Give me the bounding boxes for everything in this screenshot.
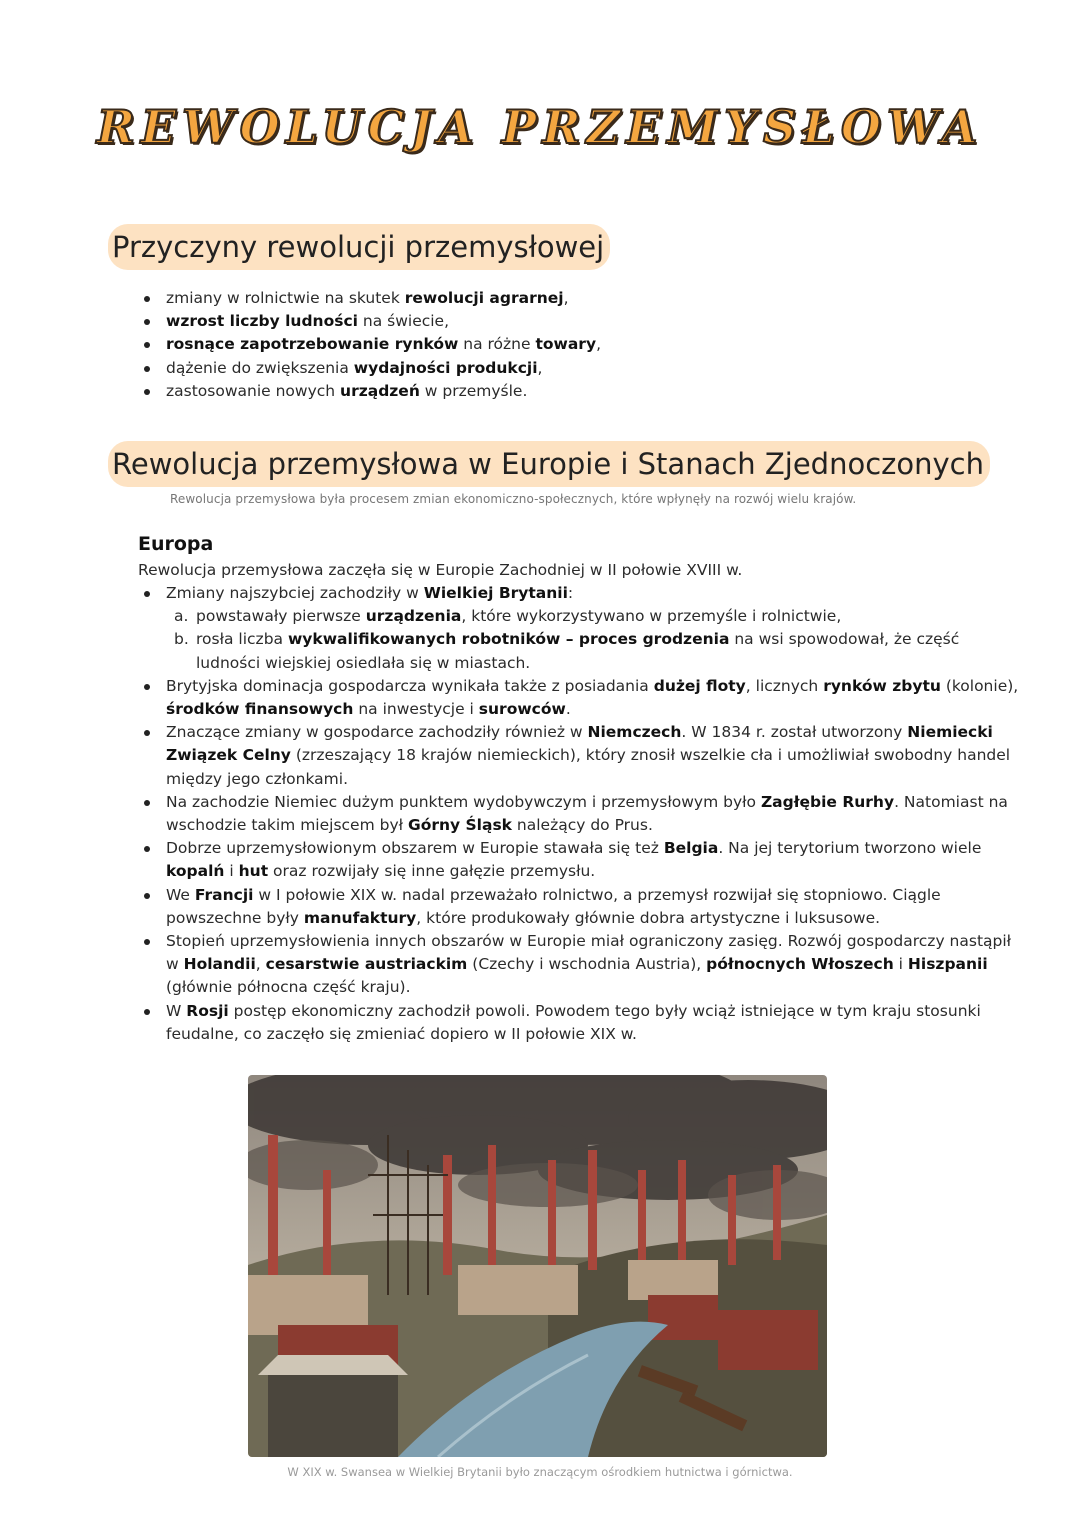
sublist-item: b. rosła liczba wykwalifikowanych robotników – proces grodzenia na wsi spowodował, że część ludności wiejskiej osiedlała się w miastach. [174, 630, 960, 672]
europe-lead-text: Rewolucja przemysłowa zaczęła się w Europie Zachodniej w II połowie XVIII w. [138, 561, 743, 579]
list-item: Znaczące zmiany w gospodarce zachodziły również w Niemczech. W 1834 r. został utworzony Niemiecki Związek Celny (zrzeszający 18 krajów niemieckich), który znosił wszelkie cła i umożliwiał swobodny handel między jego członkami. [140, 721, 1020, 791]
list-item: Dobrze uprzemysłowionym obszarem w Europie stawała się też Belgia. Na jej terytorium tworzono wiele kopalń i hut oraz rozwijały się inne gałęzie przemysłu. [140, 837, 1020, 883]
list-item: Zmiany najszybciej zachodziły w Wielkiej Brytanii: a. powstawały pierwsze urządzenia, które wykorzystywano w przemyśle i rolnictwie, b. rosła liczba wykwalifikowanych robotników – proces grodzenia na wsi spowodował, że część ludności wiejskiej osiedlała się w miastach. [140, 582, 1020, 675]
list-item: Stopień uprzemysłowienia innych obszarów w Europie miał ograniczony zasięg. Rozwój gospodarczy nastąpił w Holandii, cesarstwie austriackim (Czechy i wschodnia Austria), północnych Włoszech i Hiszpanii (głównie północna część kraju). [140, 930, 1020, 1000]
list-item: rosnące zapotrzebowanie rynków na różne towary, [140, 333, 1020, 356]
subheading-europe: Europa [138, 533, 214, 555]
europe-list [140, 582, 1020, 1046]
illustration-svg [248, 1075, 827, 1457]
section-heading-causes: Przyczyny rewolucji przemysłowej [108, 224, 610, 270]
sublist [166, 605, 1020, 675]
industrial-swansea-illustration [248, 1075, 827, 1457]
figure-caption: W XIX w. Swansea w Wielkiej Brytanii było znaczącym ośrodkiem hutnictwa i górnictwa. [287, 1465, 793, 1479]
list-item: zastosowanie nowych urządzeń w przemyśle. [140, 380, 1020, 403]
list-item: zmiany w rolnictwie na skutek rewolucji agrarnej, [140, 287, 1020, 310]
section-heading-europe-us: Rewolucja przemysłowa w Europie i Stanach Zjednoczonych [108, 441, 990, 487]
list-item: dążenie do zwiększenia wydajności produkcji, [140, 357, 1020, 380]
sublist-item: a. powstawały pierwsze urządzenia, które wykorzystywano w przemyśle i rolnictwie, [174, 607, 842, 626]
list-item: Brytyjska dominacja gospodarcza wynikała także z posiadania dużej floty, licznych rynków zbytu (kolonie), środków finansowych na inwestycje i surowców. [140, 675, 1020, 721]
list-item: W Rosji postęp ekonomiczny zachodził powoli. Powodem tego były wciąż istniejące w tym kraju stosunki feudalne, co zaczęło się zmieniać dopiero w II połowie XIX w. [140, 1000, 1020, 1046]
causes-list [140, 287, 1020, 403]
section-intro: Rewolucja przemysłowa była procesem zmian ekonomiczno-społecznych, które wpłynęły na rozwój wielu krajów. [170, 492, 857, 506]
list-item: wzrost liczby ludności na świecie, [140, 310, 1020, 333]
list-item: Na zachodzie Niemiec dużym punktem wydobywczym i przemysłowym było Zagłębie Rurhy. Natomiast na wschodzie takim miejscem był Górny Śląsk należący do Prus. [140, 791, 1020, 837]
list-item: We Francji w I połowie XIX w. nadal przeważało rolnictwo, a przemysł rozwijał się stopniowo. Ciągle powszechne były manufaktury, które produkowały głównie dobra artystyczne i luksusowe. [140, 884, 1020, 930]
main-title: REWOLUCJA PRZEMYSŁOWA [96, 100, 984, 154]
